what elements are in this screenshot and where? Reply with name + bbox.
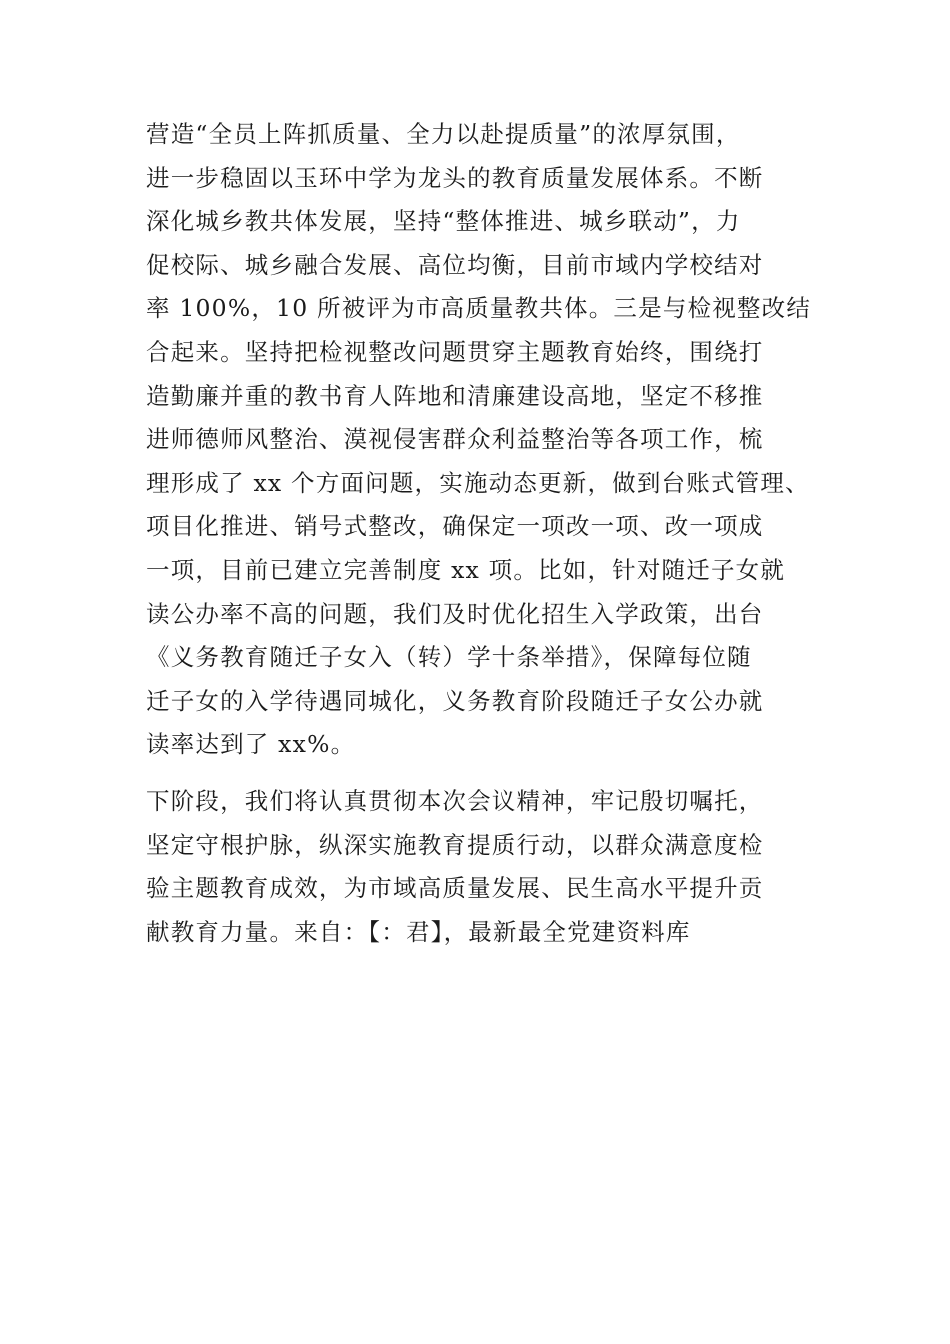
paragraph-1: [146, 113, 826, 767]
text-line: 坚定守根护脉，纵深实施教育提质行动，以群众满意度检: [146, 830, 764, 859]
text-line: 项目化推进、销号式整改，确保定一项改一项、改一项成: [146, 512, 764, 541]
text-line: 率 100%，10 所被评为市高质量教共体。三是与检视整改结: [146, 294, 812, 323]
text-line: 进一步稳固以玉环中学为龙头的教育质量发展体系。不断: [146, 163, 764, 192]
text-line: 《义务教育随迁子女入（转）学十条举措》，保障每位随: [146, 643, 752, 672]
text-line: 造勤廉并重的教书育人阵地和清廉建设高地，坚定不移推: [146, 381, 764, 410]
text-line: 理形成了 xx 个方面问题，实施动态更新，做到台账式管理、: [146, 468, 810, 497]
text-line: 献教育力量。来自：【：君】，最新最全党建资料库: [146, 917, 691, 946]
paragraph-2: [146, 780, 826, 954]
text-line: 合起来。坚持把检视整改问题贯穿主题教育始终，围绕打: [146, 337, 764, 366]
text-line: 促校际、城乡融合发展、高位均衡，目前市域内学校结对: [146, 250, 764, 279]
text-line: 营造“全员上阵抓质量、全力以赴提质量”的浓厚氛围，: [146, 120, 741, 148]
text-line: 读公办率不高的问题，我们及时优化招生入学政策，出台: [146, 599, 764, 628]
text-line: 迁子女的入学待遇同城化，义务教育阶段随迁子女公办就: [146, 686, 764, 715]
text-line: 验主题教育成效，为市域高质量发展、民生高水平提升贡: [146, 874, 764, 903]
text-line: 下阶段，我们将认真贯彻本次会议精神，牢记殷切嘱托，: [146, 787, 764, 815]
text-line: 进师德师风整治、漠视侵害群众利益整治等各项工作，梳: [146, 425, 764, 454]
text-line: 读率达到了 xx%。: [146, 730, 356, 759]
text-line: 深化城乡教共体发展，坚持“整体推进、城乡联动”，力: [146, 207, 741, 236]
text-line: 一项，目前已建立完善制度 xx 项。比如，针对随迁子女就: [146, 555, 786, 584]
